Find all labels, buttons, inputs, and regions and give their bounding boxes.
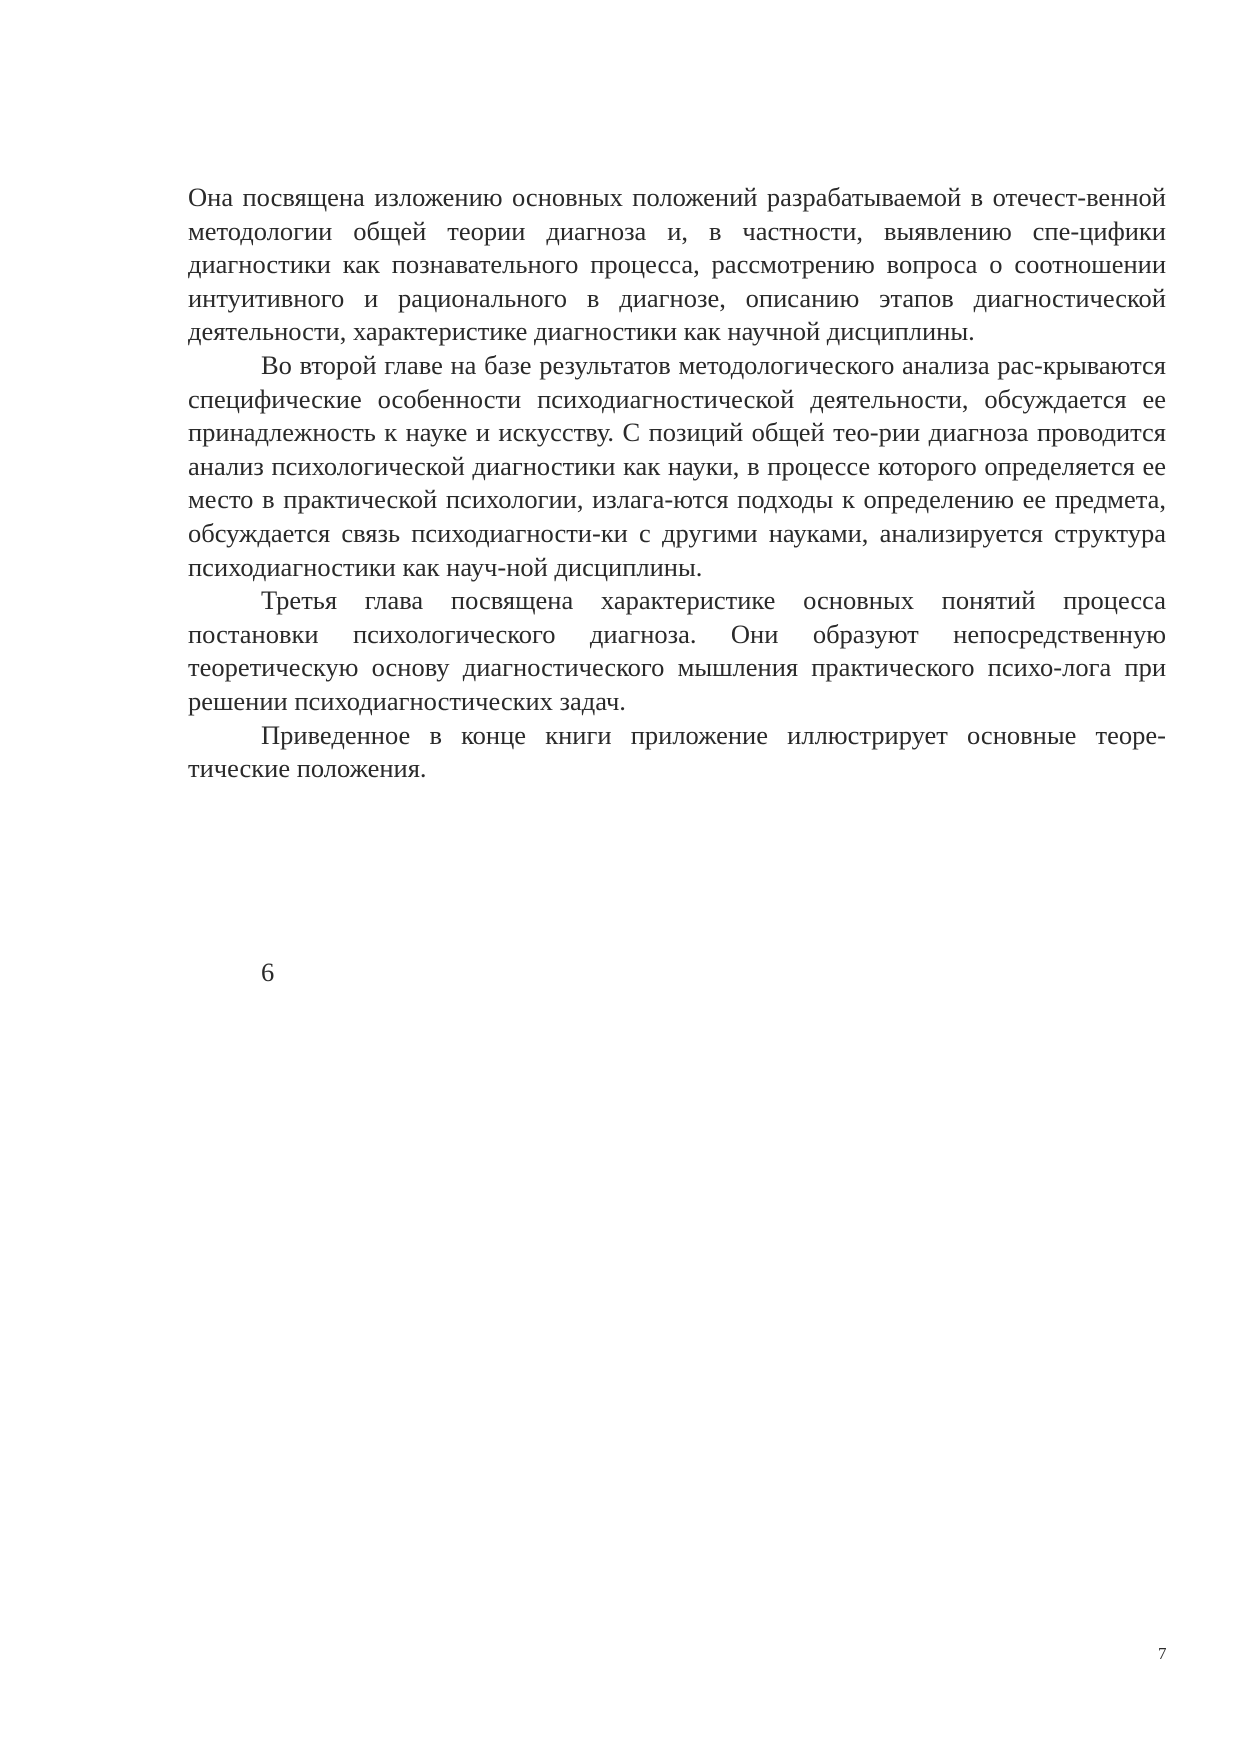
inner-page-number: 6 — [261, 957, 275, 987]
page-number: 7 — [1158, 1644, 1167, 1663]
text-line: соотношении интуитивного и рационального в диагнозе, описанию этапов — [188, 249, 1166, 313]
text-line: лога при решении психодиагностических задач. — [188, 652, 1166, 716]
text-line: обсуждается ее принадлежность к науке и искусству. С позиций общей тео- — [188, 383, 1166, 448]
text-line: постановки психологического диагноза. Они образуют непосредственную — [188, 618, 1166, 649]
text-line: венной методологии общей теории диагноза и, в частности, выявлению спе- — [188, 182, 1166, 246]
text-line: крываются специфические особенности психодиагностической деятельности, — [188, 349, 1166, 414]
text-line: Третья глава посвящена характеристике основных понятий процесса — [261, 585, 1166, 616]
text-line: процессе которого определяется ее место в практической психологии, излага- — [188, 450, 1166, 515]
text-line: тические положения. — [188, 753, 427, 784]
text-line: ки с другими науками, анализируется структура психодиагностики как науч- — [188, 517, 1166, 582]
paragraph-2 — [188, 349, 1166, 584]
paragraph-3 — [188, 584, 1166, 718]
text-line: Во второй главе на базе результатов методологического анализа рас- — [261, 349, 1043, 380]
text-line: Приведенное в конце книги приложение иллюстрирует основные теоре- — [261, 719, 1166, 750]
text-line: ной дисциплины. — [506, 551, 703, 582]
paragraph-1 — [188, 181, 1166, 349]
text-line: дисциплины. — [826, 316, 975, 347]
text-line: рии диагноза проводится анализ психологической диагностики как науки, в — [188, 417, 1166, 481]
text-line: цифики диагностики как познавательного процесса, рассмотрению вопроса о — [188, 215, 1166, 280]
body-text — [188, 181, 1166, 786]
text-line: Она посвящена изложению основных положений разрабатываемой в отечест- — [188, 182, 1087, 212]
text-line: теоретическую основу диагностического мышления практического психо- — [188, 652, 1063, 683]
paragraph-4 — [188, 719, 1166, 786]
text-line: диагностической деятельности, характеристике диагностики как научной — [188, 282, 1166, 347]
text-line: ются подходы к определению ее предмета, обсуждается связь психодиагности- — [188, 484, 1166, 548]
